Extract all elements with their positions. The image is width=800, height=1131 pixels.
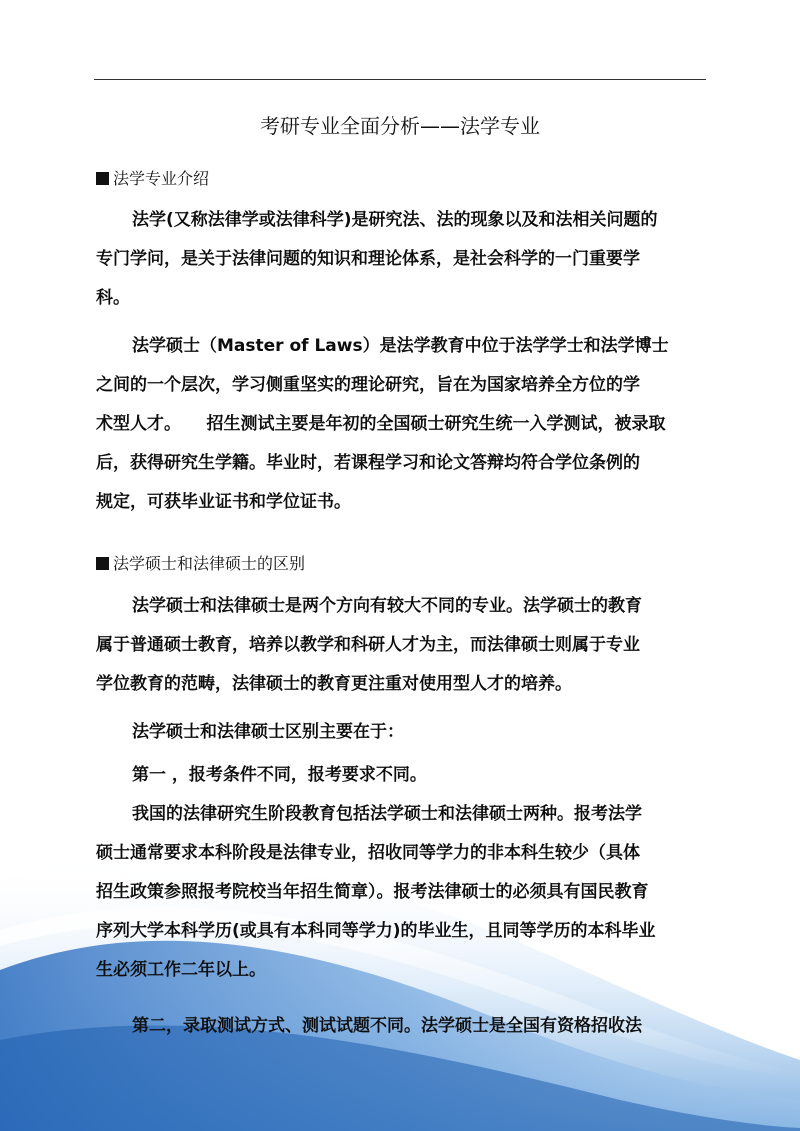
paragraph bbox=[96, 587, 708, 704]
paragraph-line: 生必须工作二年以上。 bbox=[96, 960, 266, 980]
paragraph-line: 法学硕士（Master of Laws）是法学教育中位于法学学士和法学博士 bbox=[132, 336, 669, 356]
paragraph-line: 第一 ，报考条件不同，报考要求不同。 bbox=[132, 765, 427, 785]
square-bullet-icon bbox=[96, 557, 109, 570]
paragraph-line: 法学(又称法律学或法律科学)是研究法、法的现象以及和法相关问题的 bbox=[132, 210, 658, 230]
paragraph-line: 第二，录取测试方式、测试试题不同。法学硕士是全国有资格招收法 bbox=[132, 1016, 642, 1036]
paragraph-line: 法学硕士和法律硕士区别主要在于： bbox=[132, 722, 404, 742]
paragraph-line: 规定，可获毕业证书和学位证书。 bbox=[96, 492, 351, 512]
header-rule bbox=[94, 79, 706, 80]
paragraph-line: 法学硕士和法律硕士是两个方向有较大不同的专业。法学硕士的教育 bbox=[132, 596, 642, 616]
paragraph bbox=[96, 327, 708, 522]
paragraph-line: 属于普通硕士教育，培养以教学和科研人才为主，而法律硕士则属于专业 bbox=[96, 635, 640, 655]
paragraph-line: 后，获得研究生学籍。毕业时，若课程学习和论文答辩均符合学位条例的 bbox=[96, 453, 640, 473]
paragraph-line: 术型人才。 招生测试主要是年初的全国硕士研究生统一入学测试，被录取 bbox=[96, 414, 666, 434]
paragraph-line: 之间的一个层次，学习侧重坚实的理论研究，旨在为国家培养全方位的学 bbox=[96, 375, 640, 395]
paragraph bbox=[96, 713, 708, 752]
paragraph bbox=[96, 201, 708, 318]
paragraph-line: 硕士通常要求本科阶段是法律专业，招收同等学力的非本科生较少（具体 bbox=[96, 843, 640, 863]
paragraph-line: 科。 bbox=[96, 288, 130, 308]
paragraph bbox=[96, 756, 708, 795]
section-heading-text: 法学硕士和法律硕士的区别 bbox=[113, 554, 306, 573]
section-heading bbox=[96, 553, 305, 575]
paragraph-line: 招生政策参照报考院校当年招生简章）。报考法律硕士的必须具有国民教育 bbox=[96, 882, 649, 902]
paragraph bbox=[96, 1007, 708, 1046]
document-title: 考研专业全面分析——法学专业 bbox=[260, 114, 540, 138]
paragraph-line: 序列大学本科学历(或具有本科同等学力)的毕业生，且同等学历的本科毕业 bbox=[96, 921, 656, 941]
section-heading-text: 法学专业介绍 bbox=[113, 169, 210, 188]
section-heading bbox=[96, 168, 209, 190]
paragraph-line: 我国的法律研究生阶段教育包括法学硕士和法律硕士两种。报考法学 bbox=[132, 804, 642, 824]
paragraph-line: 学位教育的范畴，法律硕士的教育更注重对使用型人才的培养。 bbox=[96, 674, 572, 694]
square-bullet-icon bbox=[96, 172, 109, 185]
paragraph-line: 专门学问，是关于法律问题的知识和理论体系，是社会科学的一门重要学 bbox=[96, 249, 640, 269]
paragraph bbox=[96, 795, 708, 990]
